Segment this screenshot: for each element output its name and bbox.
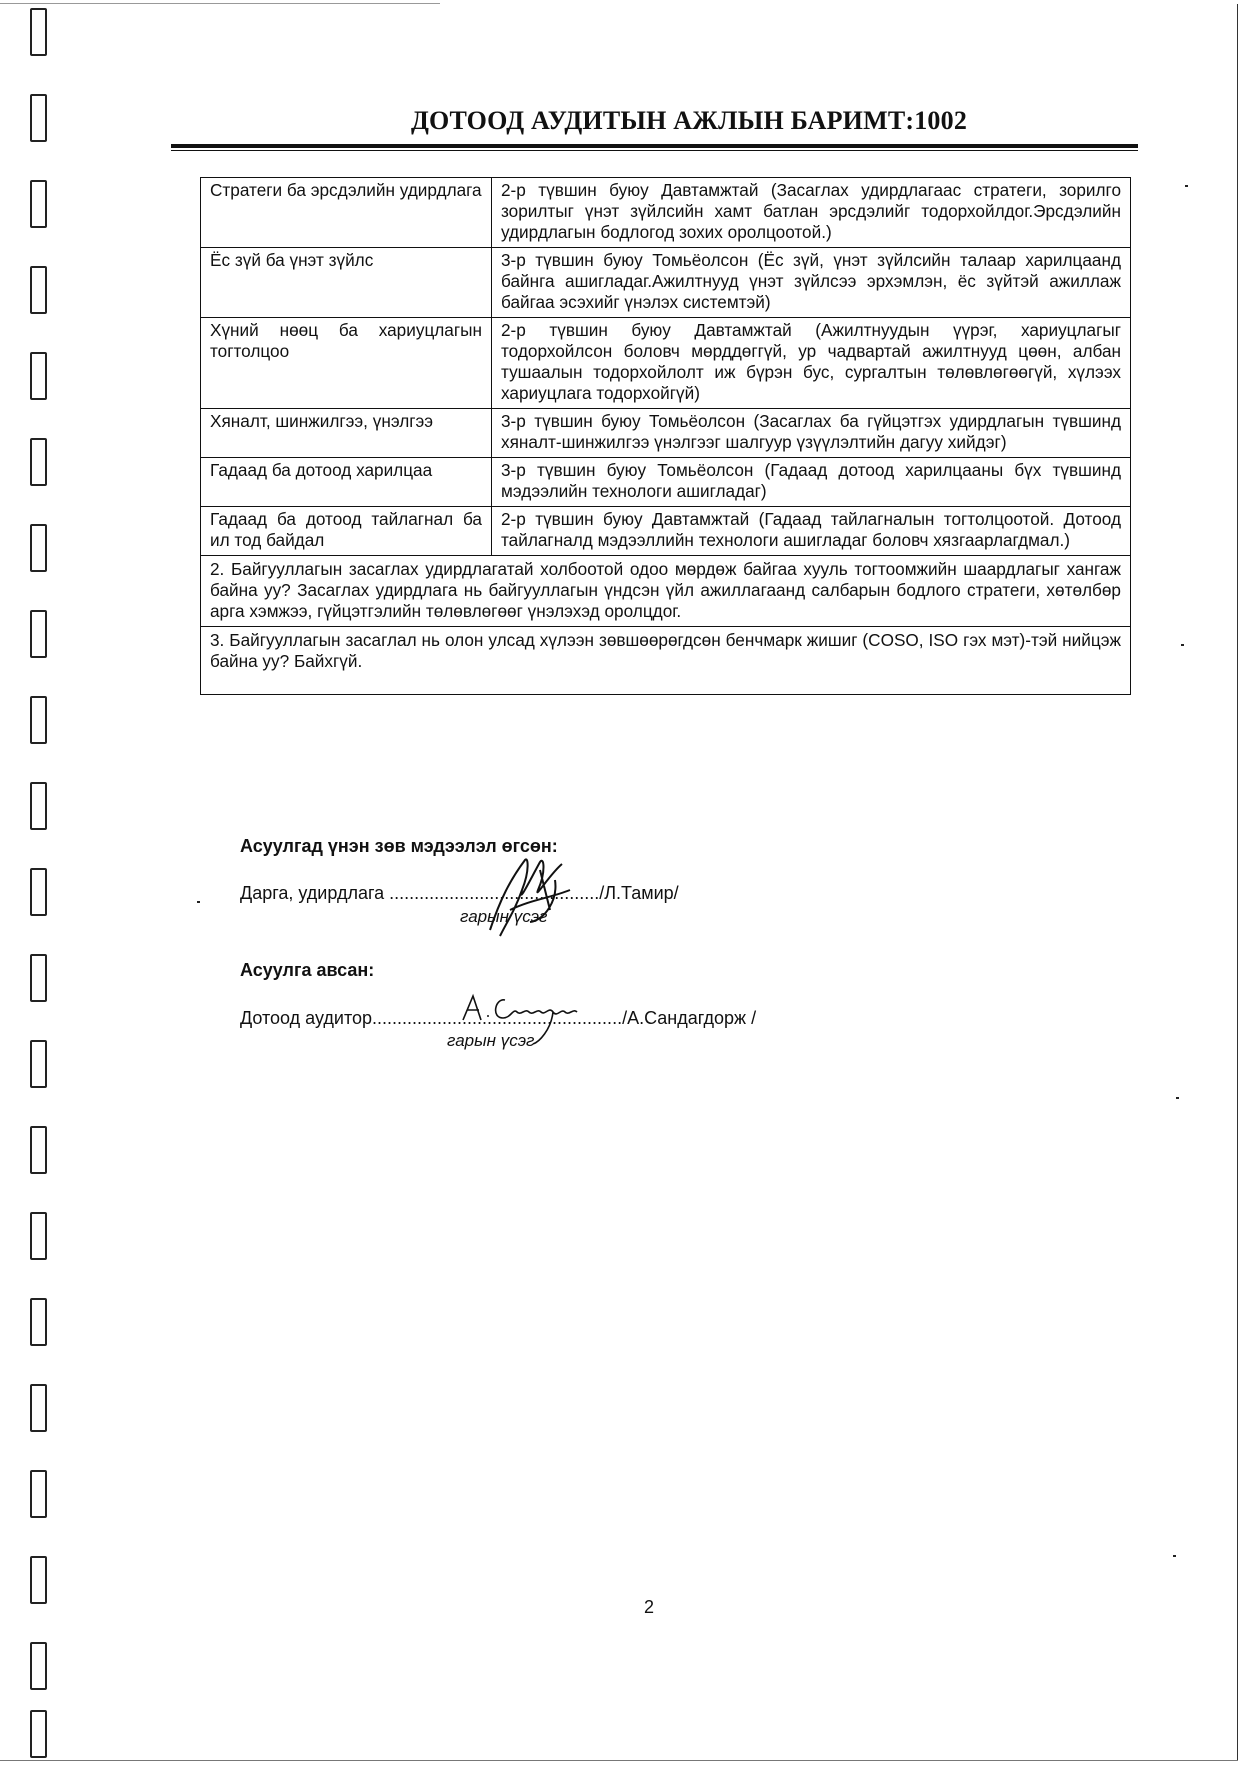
provider-heading: Асуулгад үнэн зөв мэдээлэл өгсөн: xyxy=(240,836,558,856)
row-label: Хүний нөөц ба хариуцлагын тогтолцоо xyxy=(201,318,492,409)
taker-role: Дотоод аудитор xyxy=(240,1008,373,1028)
scan-speck xyxy=(1185,185,1188,187)
row-label: Стратеги ба эрсдэлийн удирдлага xyxy=(201,178,492,248)
row-value: 2-р түвшин буюу Давтамжтай (Ажилтнуудын үүрэг, хариуцлагыг тодорхойлсон боловч мөрддөггүй, ур чадвартай ажилтнууд цөөн, албан тушаалын тодорхойлолт иж бүрэн бус, сургалтын төлөвлөгөөгүй, хүлээх хариуцлага тодорхойгүй) xyxy=(492,318,1131,409)
binding-hole xyxy=(30,1470,47,1518)
page-top-edge xyxy=(0,3,440,4)
title-rule xyxy=(171,144,1138,148)
binding-hole xyxy=(30,954,47,1002)
table-row xyxy=(201,248,1131,318)
provider-line xyxy=(240,883,679,904)
binding-hole xyxy=(30,438,47,486)
provider-dots: .......................................... xyxy=(389,883,600,903)
row-label: Гадаад ба дотоод харилцаа xyxy=(201,458,492,507)
binding-hole xyxy=(30,1384,47,1432)
binding-hole xyxy=(30,352,47,400)
row-value: 2-р түвшин буюу Давтамжтай (Засаглах удирдлагаас стратеги, зорилго зорилтыг үнэт зүйлсийн хамт батлан эрсдэлийг тодорхойлдог.Эрсдэлийн удирдлагын бодлогод зохих оролцоотой.) xyxy=(492,178,1131,248)
row-value: 3-р түвшин буюу Томьёолсон (Гадаад дотоод харилцааны бүх түвшинд мэдээлийн технологи ашигладаг) xyxy=(492,458,1131,507)
row-label: Ёс зүй ба үнэт зүйлс xyxy=(201,248,492,318)
provider-signature-caption: гарын үсэг xyxy=(460,907,548,926)
page-number: 2 xyxy=(643,1597,654,1617)
row-label: Хяналт, шинжилгээ, үнэлгээ xyxy=(201,409,492,458)
binding-hole xyxy=(30,868,47,916)
binding-hole xyxy=(30,1040,47,1088)
binding-hole xyxy=(30,696,47,744)
question-2: 2. Байгууллагын засаглах удирдлагатай холбоотой одоо мөрдөж байгаа хууль тогтоомжийн шаардлагыг хангаж байна уу? Засаглах удирдлага нь байгууллагын үндсэн үйл ажиллагаанд салбарын бодлого стратеги, хөтөлбөр арга хэмжээ, гүйцэтгэлийн төлөвлөгөөг үнэлэхэд оролцдог. xyxy=(201,556,1131,627)
provider-name: /Л.Тамир/ xyxy=(599,883,679,903)
binding-holes xyxy=(30,0,50,1765)
binding-hole xyxy=(30,782,47,830)
binding-hole xyxy=(30,1710,47,1758)
question-3: 3. Байгууллагын засаглал нь олон улсад хүлээн зөвшөөрөгдсөн бенчмарк жишиг (COSO, ISO гэх мэт)-тэй нийцэж байна уу? Байхгүй. xyxy=(201,627,1131,695)
page-bottom-edge xyxy=(0,1760,1238,1761)
row-value: 2-р түвшин буюу Давтамжтай (Гадаад тайлагналын тогтолцоотой. Дотоод тайлагналд мэдээллийн технологи ашигладаг боловч хязгаарлагдмал.) xyxy=(492,507,1131,556)
title-rule-thin xyxy=(171,150,1138,151)
binding-hole xyxy=(30,266,47,314)
binding-hole xyxy=(30,180,47,228)
scan-speck xyxy=(197,901,200,903)
binding-hole xyxy=(30,524,47,572)
table-row-question-2 xyxy=(201,556,1131,627)
taker-heading: Асуулга авсан: xyxy=(240,960,375,980)
scan-speck xyxy=(1176,1097,1179,1099)
scan-speck xyxy=(1181,644,1184,646)
taker-signature-image xyxy=(455,990,615,1050)
table-row-question-3 xyxy=(201,627,1131,695)
binding-hole xyxy=(30,1212,47,1260)
binding-hole xyxy=(30,1642,47,1690)
row-label: Гадаад ба дотоод тайлагнал ба ил тод байдал xyxy=(201,507,492,556)
page-right-edge xyxy=(1237,4,1238,1761)
table-row xyxy=(201,318,1131,409)
provider-signature-image xyxy=(470,850,590,940)
table-row xyxy=(201,458,1131,507)
table-row xyxy=(201,409,1131,458)
binding-hole xyxy=(30,1298,47,1346)
taker-name: /А.Сандагдорж / xyxy=(622,1008,757,1028)
row-value: 3-р түвшин буюу Томьёолсон (Засаглах ба гүйцэтгэх удирдлагын түвшинд хяналт-шинжилгээ үнэлгээг шалгуур үзүүлэлтийн дагуу хийдэг) xyxy=(492,409,1131,458)
taker-dots: .................................................. xyxy=(372,1008,623,1028)
taker-signature-caption: гарын үсэг xyxy=(447,1031,535,1050)
binding-hole xyxy=(30,610,47,658)
provider-role: Дарга, удирдлага xyxy=(240,883,385,903)
binding-hole xyxy=(30,8,47,56)
table-row xyxy=(201,178,1131,248)
page-title: ДОТООД АУДИТЫН АЖЛЫН БАРИМТ:1002 xyxy=(410,106,968,135)
audit-table xyxy=(200,177,1131,695)
table-row xyxy=(201,507,1131,556)
binding-hole xyxy=(30,1126,47,1174)
row-value: 3-р түвшин буюу Томьёолсон (Ёс зүй, үнэт зүйлсийн талаар харилцаанд байнга ашигладаг.Ажилтнууд үнэт зүйлсээ эрхэмлэн, ёс зүйтэй ажиллаж байгаа эсэхийг үнэлэх системтэй) xyxy=(492,248,1131,318)
scan-speck xyxy=(1173,1555,1176,1557)
